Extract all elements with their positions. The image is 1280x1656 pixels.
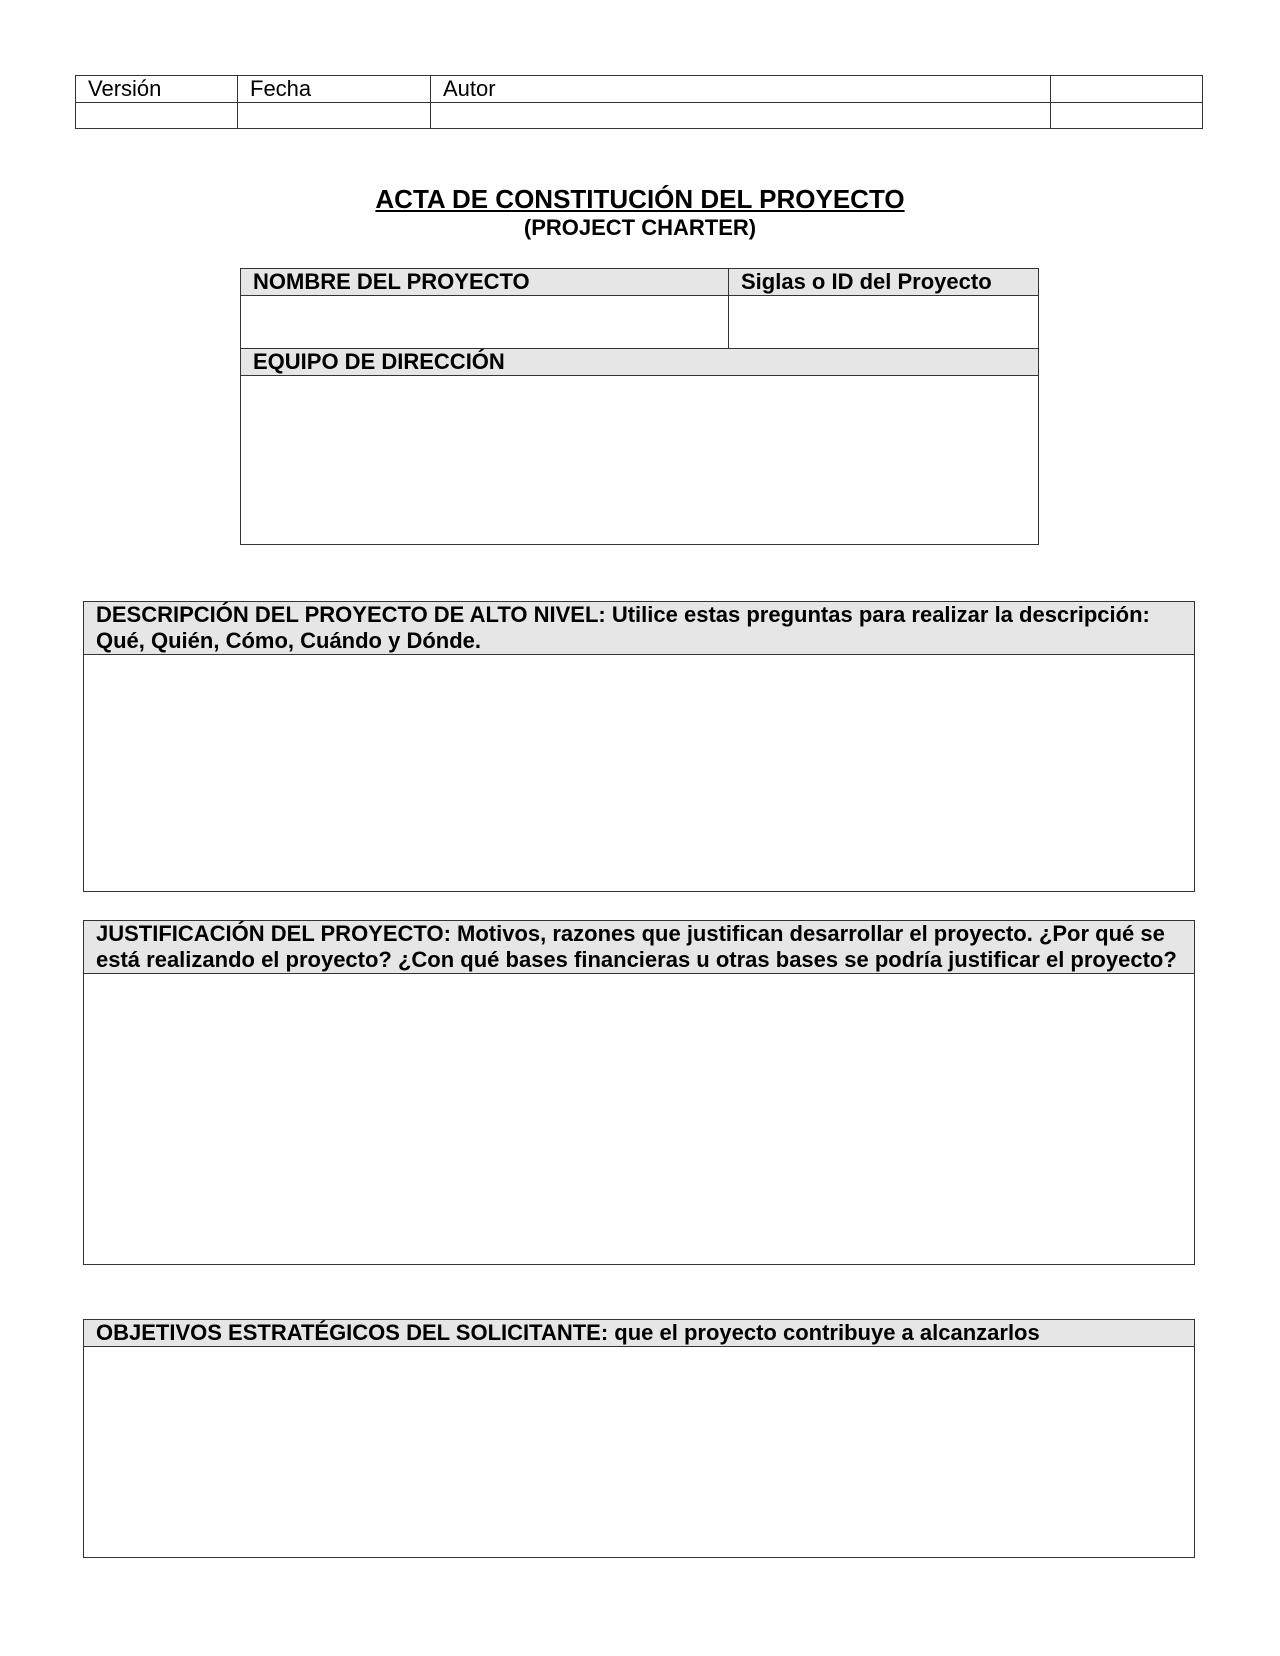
management-team-label: EQUIPO DE DIRECCIÓN [241,349,1039,376]
project-name-field[interactable] [241,296,729,349]
version-header-row [76,76,1203,103]
project-info-table [240,268,1039,545]
objectives-section [83,1319,1195,1558]
document-subtitle: (PROJECT CHARTER) [523,215,757,240]
date-header: Fecha [238,76,431,103]
description-field[interactable] [84,655,1195,892]
management-team-field[interactable] [241,376,1039,545]
description-label: DESCRIPCIÓN DEL PROYECTO DE ALTO NIVEL: Utilice estas preguntas para realizar la descripción: Qué, Quién, Cómo, Cuándo y Dónde. [84,602,1195,655]
author-header: Autor [431,76,1051,103]
author-value[interactable] [431,103,1051,129]
project-id-label: Siglas o ID del Proyecto [729,269,1039,296]
version-table [75,75,1203,129]
project-id-field[interactable] [729,296,1039,349]
objectives-field[interactable] [84,1347,1195,1558]
version-header: Versión [76,76,238,103]
extra-header [1051,76,1203,103]
justification-label: JUSTIFICACIÓN DEL PROYECTO: Motivos, razones que justifican desarrollar el proyecto. ¿Por qué se está realizando el proyecto? ¿Con qué bases financieras u otras bases se podría justificar el proyecto? [84,921,1195,974]
version-value[interactable] [76,103,238,129]
document-title: ACTA DE CONSTITUCIÓN DEL PROYECTO [375,184,905,214]
extra-value[interactable] [1051,103,1203,129]
date-value[interactable] [238,103,431,129]
justification-field[interactable] [84,974,1195,1265]
objectives-label: OBJETIVOS ESTRATÉGICOS DEL SOLICITANTE: que el proyecto contribuye a alcanzarlos [84,1320,1195,1347]
justification-section [83,920,1195,1265]
project-name-label: NOMBRE DEL PROYECTO [241,269,729,296]
version-value-row [76,103,1203,129]
description-section [83,601,1195,892]
